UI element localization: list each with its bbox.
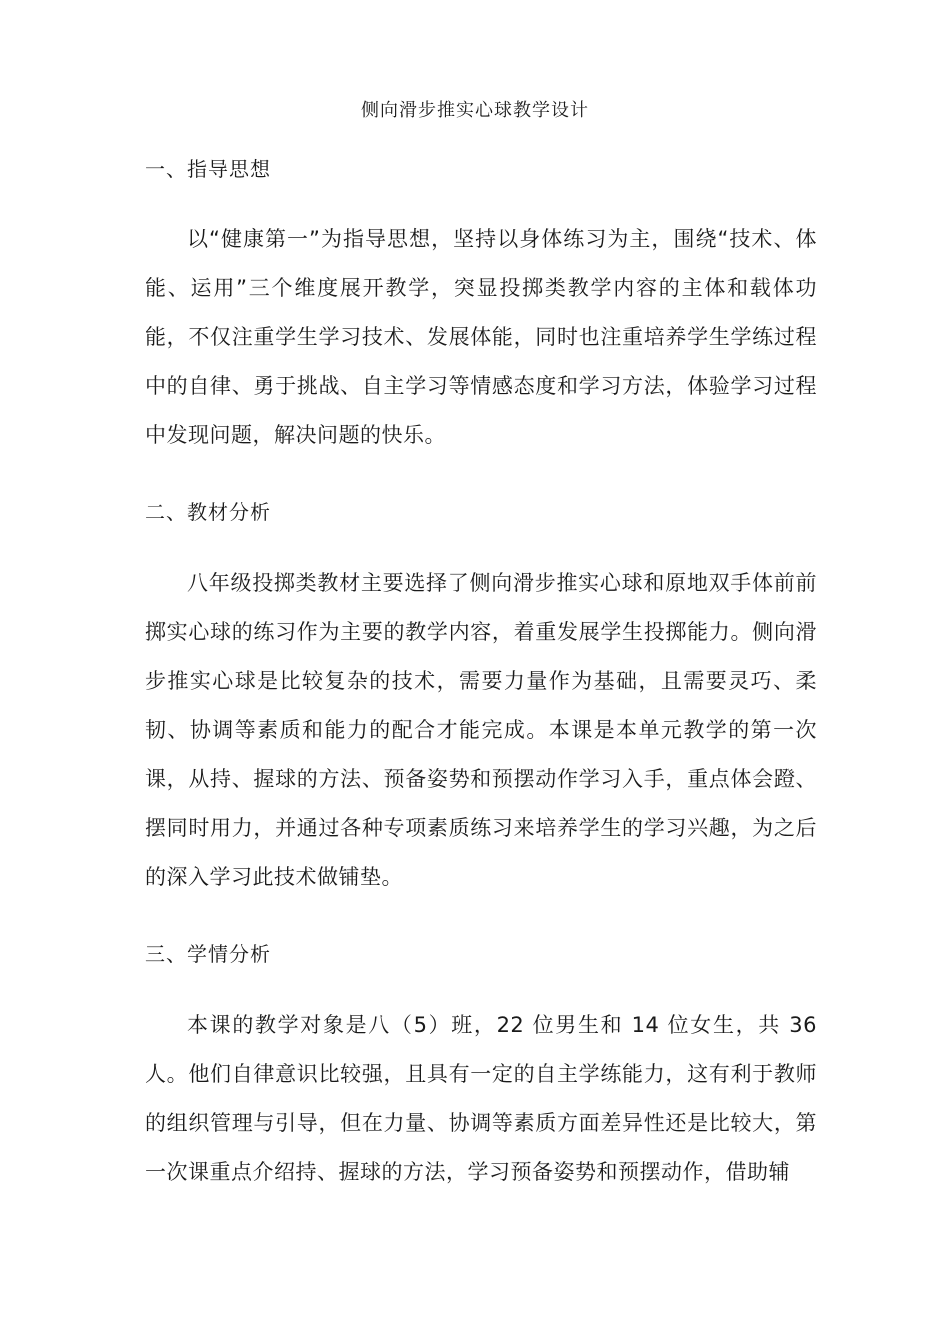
section-paragraph-material-analysis: 八年级投掷类教材主要选择了侧向滑步推实心球和原地双手体前前掷实心球的练习作为主要的教学内容，着重发展学生投掷能力。侧向滑步推实心球是比较复杂的技术，需要力量作为基础，且需要灵巧、柔韧、协调等素质和能力的配合才能完成。本课是本单元教学的第一次课，从持、握球的方法、预备姿势和预摆动作学习入手，重点体会蹬、摆同时用力，并通过各种专项素质练习来培养学生的学习兴趣，为之后的深入学习此技术做铺垫。 [145, 571, 817, 889]
section-paragraph-student-analysis: 本课的教学对象是八（5）班，22 位男生和 14 位女生，共 36 人。他们自律意识比较强，且具有一定的自主学练能力，这有利于教师的组织管理与引导，但在力量、协调等素质方面差异性还是比较大，第一次课重点介绍持、握球的方法，学习预备姿势和预摆动作，借助辅 [145, 1013, 817, 1184]
section-heading-material-analysis: 二、教材分析 [145, 500, 271, 524]
section-heading-guiding-ideology: 一、指导思想 [145, 157, 271, 181]
document-title: 侧向滑步推实心球教学设计 [361, 100, 589, 121]
section-heading-student-analysis: 三、学情分析 [145, 942, 271, 966]
section-paragraph-guiding-ideology: 以“健康第一”为指导思想，坚持以身体练习为主，围绕“技术、体能、运用”三个维度展开教学，突显投掷类教学内容的主体和载体功能，不仅注重学生学习技术、发展体能，同时也注重培养学生学练过程中的自律、勇于挑战、自主学习等情感态度和学习方法，体验学习过程中发现问题，解决问题的快乐。 [145, 227, 817, 447]
